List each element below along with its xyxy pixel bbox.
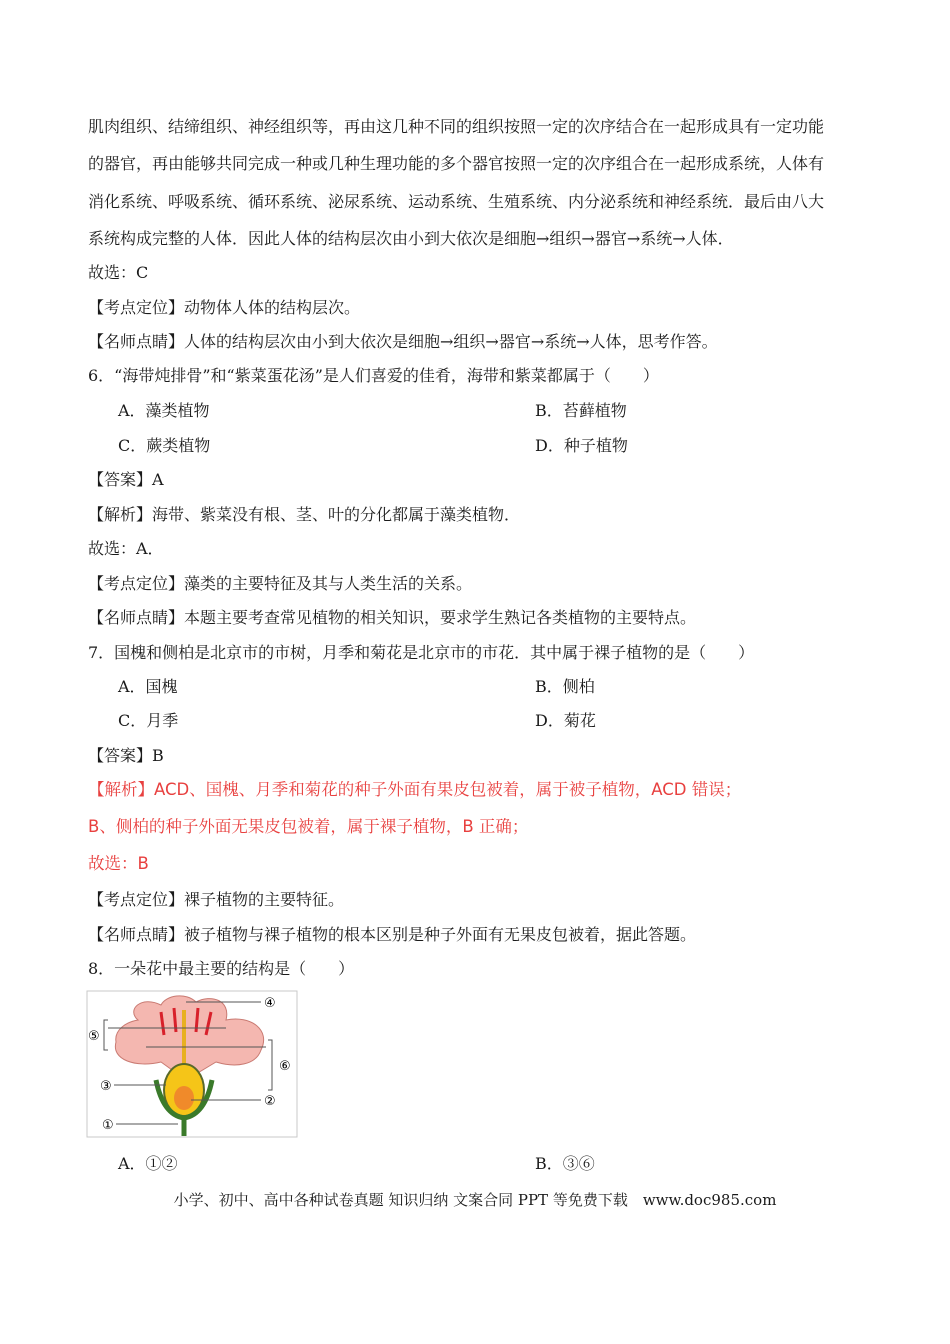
flower-structure-diagram	[86, 990, 298, 1138]
q6-kaodian: 【考点定位】藻类的主要特征及其与人类生活的关系。	[88, 574, 473, 593]
q6-dianjing: 【名师点睛】本题主要考查常见植物的相关知识，要求学生熟记各类植物的主要特点。	[88, 608, 697, 627]
label-6: ⑥	[279, 1059, 291, 1074]
q7-option-c: C．月季	[118, 711, 179, 730]
page-footer: 小学、初中、高中各种试卷真题 知识归纳 文案合同 PPT 等免费下载 www.doc985.com	[173, 1191, 777, 1209]
q6-option-a: A．藻类植物	[118, 401, 210, 420]
q6-stem: 6．“海带炖排骨”和“紫菜蛋花汤”是人们喜爱的佳肴，海带和紫菜都属于（ ）	[88, 366, 659, 385]
q7-answer: 【答案】B	[88, 746, 164, 765]
q7-option-b: B．侧柏	[535, 677, 595, 696]
intro-line-2: 的器官，再由能够共同完成一种或几种生理功能的多个器官按照一定的次序组合在一起形成系统，人体有	[88, 154, 825, 173]
ovule-shape	[174, 1086, 194, 1110]
intro-line-3: 消化系统、呼吸系统、循环系统、泌尿系统、运动系统、生殖系统、内分泌系统和神经系统．最后由八大	[88, 192, 825, 211]
q6-analysis: 【解析】海带、紫菜没有根、茎、叶的分化都属于藻类植物．	[88, 505, 521, 524]
q8-option-b: B．③⑥	[535, 1154, 595, 1173]
q6-choice: 故选：A．	[88, 539, 164, 558]
q6-option-c: C．蕨类植物	[118, 436, 211, 455]
flower-svg	[86, 990, 298, 1138]
q5-dianjing: 【名师点睛】人体的结构层次由小到大依次是细胞→组织→器官→系统→人体，思考作答。	[88, 332, 718, 351]
q6-answer: 【答案】A	[88, 470, 164, 489]
q7-choice: 故选：B	[88, 854, 149, 873]
label-4: ④	[264, 996, 276, 1011]
q7-kaodian: 【考点定位】裸子植物的主要特征。	[88, 890, 345, 909]
label-3: ③	[100, 1079, 112, 1094]
q7-stem: 7．国槐和侧柏是北京市的市树，月季和菊花是北京市的市花．其中属于裸子植物的是（ ）	[88, 643, 755, 662]
intro-line-1: 肌肉组织、结缔组织、神经组织等，再由这几种不同的组织按照一定的次序结合在一起形成具有一定功能	[88, 117, 825, 136]
label-2: ②	[264, 1094, 276, 1109]
q6-option-d: D．种子植物	[535, 436, 628, 455]
q7-analysis-line-2: B、侧柏的种子外面无果皮包被着，属于裸子植物，B 正确；	[88, 817, 529, 836]
q7-analysis-line-1: 【解析】ACD、国槐、月季和菊花的种子外面有果皮包被着，属于被子植物，ACD 错误；	[88, 780, 742, 799]
q7-dianjing: 【名师点睛】被子植物与裸子植物的根本区别是种子外面有无果皮包被着，据此答题。	[88, 925, 697, 944]
label-5: ⑤	[88, 1029, 100, 1044]
label-1: ①	[102, 1118, 114, 1133]
q5-choice: 故选：C	[88, 263, 149, 282]
q5-kaodian: 【考点定位】动物体人体的结构层次。	[88, 298, 361, 317]
q7-option-a: A．国槐	[118, 677, 178, 696]
q8-option-a: A．①②	[118, 1154, 178, 1173]
q6-option-b: B．苔藓植物	[535, 401, 627, 420]
q7-option-d: D．菊花	[535, 711, 596, 730]
q8-stem: 8．一朵花中最主要的结构是（ ）	[88, 959, 355, 978]
intro-line-4: 系统构成完整的人体．因此人体的结构层次由小到大依次是细胞→组织→器官→系统→人体．	[88, 229, 734, 248]
